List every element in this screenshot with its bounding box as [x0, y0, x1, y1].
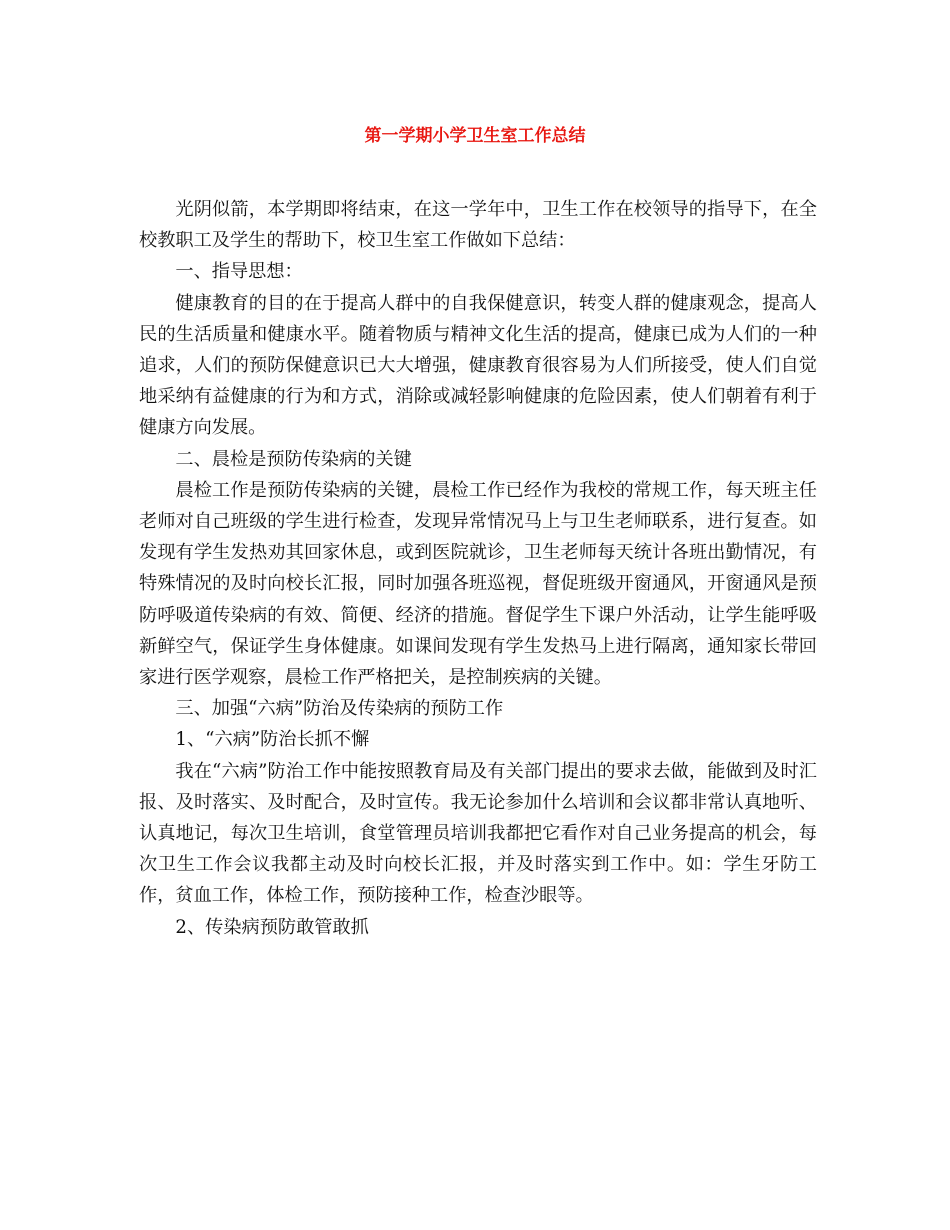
document-body — [139, 194, 817, 943]
section-heading-guiding-ideology: 一、指导思想： — [175, 261, 303, 283]
six-diseases-paragraph: 我在“六病”防治工作中能按照教育局及有关部门提出的要求去做，能做到及时汇报、及时落实、及时配合，及时宣传。我无论参加什么培训和会议都非常认真地听、认真地记，每次卫生培训，食堂管理员培训我都把它看作对自己业务提高的机会，每次卫生工作会议我都主动及时向校长汇报，并及时落实到工作中。如：学生牙防工作，贫血工作，体检工作，预防接种工作，检查沙眼等。 — [139, 760, 817, 907]
subheading-six-diseases-prevention: 1、“六病”防治长抓不懈 — [175, 729, 370, 751]
section-heading-six-diseases: 三、加强“六病”防治及传染病的预防工作 — [175, 698, 504, 720]
intro-paragraph: 光阴似箭，本学期即将结束，在这一学年中，卫生工作在校领导的指导下，在全校教职工及学生的帮助下，校卫生室工作做如下总结： — [139, 199, 817, 252]
health-education-paragraph: 健康教育的目的在于提高人群中的自我保健意识，转变人群的健康观念，提高人民的生活质量和健康水平。随着物质与精神文化生活的提高，健康已成为人们的一种追求，人们的预防保健意识已大大增强，健康教育很容易为人们所接受，使人们自觉地采纳有益健康的行为和方式，消除或减轻影响健康的危险因素，使人们朝着有利于健康方向发展。 — [139, 292, 817, 439]
document-title: 第一学期小学卫生室工作总结 — [364, 126, 586, 146]
section-heading-morning-check: 二、晨检是预防传染病的关键 — [175, 448, 412, 470]
subheading-infectious-disease-prevention: 2、传染病预防敢管敢抓 — [175, 916, 369, 938]
morning-check-paragraph: 晨检工作是预防传染病的关键，晨检工作已经作为我校的常规工作，每天班主任老师对自己班级的学生进行检查，发现异常情况马上与卫生老师联系，进行复查。如发现有学生发热劝其回家休息，或到医院就诊，卫生老师每天统计各班出勤情况，有特殊情况的及时向校长汇报，同时加强各班巡视，督促班级开窗通风，开窗通风是预防呼吸道传染病的有效、简便、经济的措施。督促学生下课户外活动，让学生能呼吸新鲜空气，保证学生身体健康。如课间发现有学生发热马上进行隔离，通知家长带回家进行医学观察，晨检工作严格把关，是控制疾病的关键。 — [139, 479, 817, 689]
